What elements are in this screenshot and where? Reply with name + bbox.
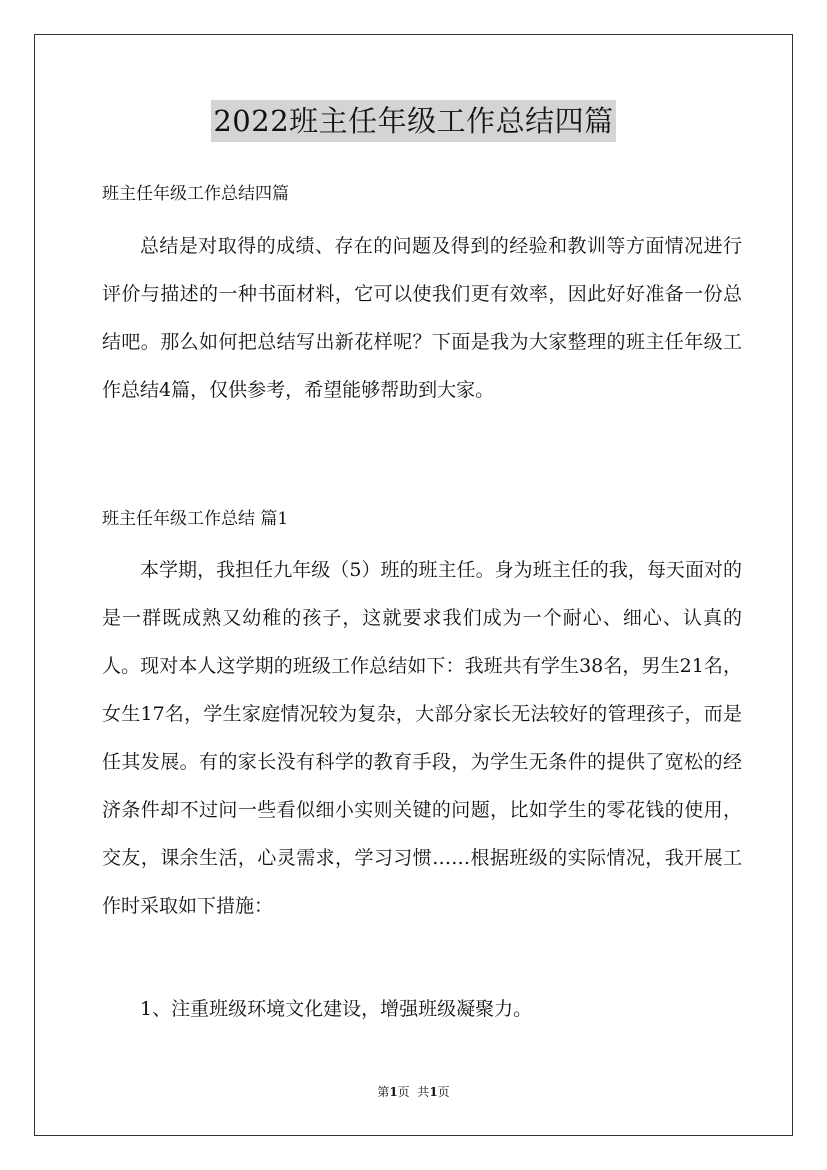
footer-page-current: 1 — [389, 1085, 398, 1099]
document-title: 2022班主任年级工作总结四篇 — [211, 100, 615, 142]
list-item-1: 1、注重班级环境文化建设，增强班级凝聚力。 — [140, 998, 533, 1020]
document-subtitle: 班主任年级工作总结四篇 — [102, 184, 289, 204]
footer-mid: 页 共 — [397, 1085, 430, 1099]
intro-paragraph: 总结是对取得的成绩、存在的问题及得到的经验和教训等方面情况进行评价与描述的一种书面材料，它可以使我们更有效率，因此好好准备一份总结吧。那么如何把总结写出新花样呢？下面是我为大家整理的班主任年级工作总结4篇，仅供参考，希望能够帮助到大家。 — [102, 235, 742, 401]
footer-suffix: 页 — [437, 1085, 450, 1099]
section-1-heading: 班主任年级工作总结 篇1 — [102, 509, 289, 529]
section-1-paragraph: 本学期，我担任九年级（5）班的班主任。身为班主任的我，每天面对的是一群既成熟又幼稚的孩子，这就要求我们成为一个耐心、细心、认真的人。现对本人这学期的班级工作总结如下：我班共有学生38名，男生21名，女生17名，学生家庭情况较为复杂，大部分家长无法较好的管理孩子，而是任其发展。有的家长没有科学的教育手段，为学生无条件的提供了宽松的经济条件却不过问一些看似细小实则关键的问题，比如学生的零花钱的使用，交友，课余生活，心灵需求，学习习惯……根据班级的实际情况，我开展工作时采取如下措施： — [102, 559, 742, 917]
page-footer — [0, 1084, 827, 1100]
title-container — [0, 100, 827, 142]
footer-prefix: 第 — [377, 1085, 390, 1099]
footer-page-total: 1 — [429, 1085, 438, 1099]
